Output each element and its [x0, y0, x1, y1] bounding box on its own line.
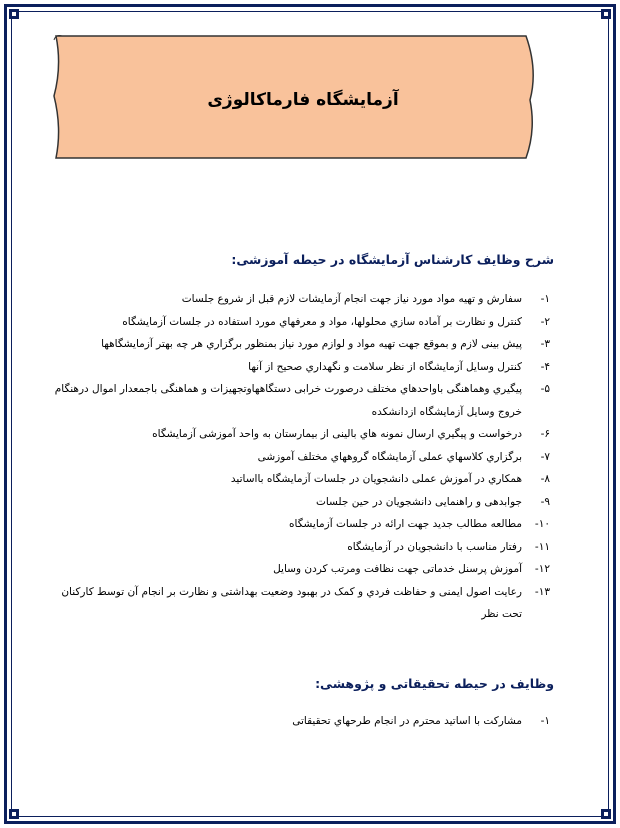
list-item [50, 513, 550, 536]
list-item-number: ٢- [540, 315, 550, 328]
list-item-text: همکاري در آموزش عملی دانشجویان در جلسات آزمایشگاه بااساتید [230, 473, 522, 485]
list-item-number: ١٠- [534, 518, 550, 530]
list-item [50, 710, 550, 732]
list-item-number: ١- [540, 715, 550, 727]
list-item-number: ۴- [540, 360, 550, 373]
list-item-text: برگزاري کلاسهاي عملی آزمایشگاه گروههاي مختلف آموزشی [257, 450, 522, 463]
list-item-number: ١٢- [534, 563, 550, 575]
list-item-text: مشارکت با اساتید محترم در انجام طرحهاي تحقیقاتی [292, 715, 522, 727]
section-heading-research: وظایف در حیطه تحقیقاتی و پژوهشی: [315, 676, 554, 691]
list-item-number: ٧- [540, 450, 550, 463]
list-item-number: ۵- [540, 383, 550, 395]
page-title: آزمایشگاه فارماکالوژی [207, 90, 399, 110]
list-item-number: ١١- [534, 540, 550, 553]
list-item-text: آموزش پرسنل خدماتی جهت نظافت ومرتب کردن وسایل [273, 563, 522, 575]
list-item [50, 558, 550, 581]
list-item [50, 378, 550, 423]
list-item [50, 311, 550, 334]
list-item [50, 288, 550, 311]
list-item-number: ٣- [540, 338, 550, 350]
research-duties-list [50, 710, 550, 732]
education-duties-list [50, 288, 550, 626]
list-item-text: کنترل و نظارت بر آماده سازي محلولها، مواد و معرفهاي مورد استفاده در جلسات آزمایشگاه [122, 315, 522, 328]
list-item [50, 536, 550, 559]
list-item [50, 468, 550, 491]
title-banner [48, 30, 558, 170]
list-item-text: سفارش و تهیه مواد مورد نیاز جهت انجام آزمایشات لازم قبل از شروع جلسات [181, 293, 522, 305]
list-item-text: مطالعه مطالب جدید جهت ارائه در جلسات آزمایشگاه [289, 518, 522, 530]
list-item [50, 446, 550, 469]
list-item-number: ۶- [540, 428, 550, 440]
list-item [50, 423, 550, 446]
list-item-number: ١٣- [534, 585, 550, 598]
section-heading-education: شرح وظایف کارشناس آزمایشگاه در حیطه آموزشی: [231, 252, 554, 267]
list-item [50, 581, 550, 626]
list-item-text: پیش بینی لازم و بموقع جهت تهیه مواد و لوازم مورد نیاز بمنظور برگزاري هر چه بهتر آزمایشگاهها [101, 338, 522, 350]
list-item-number: ٨- [540, 473, 550, 485]
list-item [50, 356, 550, 379]
list-item-text: پیگیري وهماهنگی باواحدهاي مختلف درصورت خرابی دستگاههاوتجهیزات و هماهنگی باجمعدار اموال درهنگام خروج وسایل آزمایشگاه ازدانشکده [54, 383, 522, 418]
list-item [50, 491, 550, 514]
list-item-text: درخواست و پیگیري ارسال نمونه هاي بالینی از بیمارستان به واحد آموزشی آزمایشگاه [152, 428, 522, 440]
list-item-text: جوابدهی و راهنمایی دانشجویان در حین جلسات [315, 495, 522, 508]
list-item-number: ٩- [540, 495, 550, 508]
list-item-number: ١- [540, 293, 550, 305]
list-item-text: رفتار مناسب با دانشجویان در آزمایشگاه [347, 540, 522, 553]
list-item-text: رعایت اصول ایمنی و حفاظت فردي و کمک در بهبود وضعیت بهداشتی و نظارت بر انجام آن توسط کارکنان تحت نظر [61, 585, 522, 620]
list-item-text: کنترل وسایل آزمایشگاه از نظر سلامت و نگهداري صحیح از آنها [248, 360, 522, 373]
list-item [50, 333, 550, 356]
